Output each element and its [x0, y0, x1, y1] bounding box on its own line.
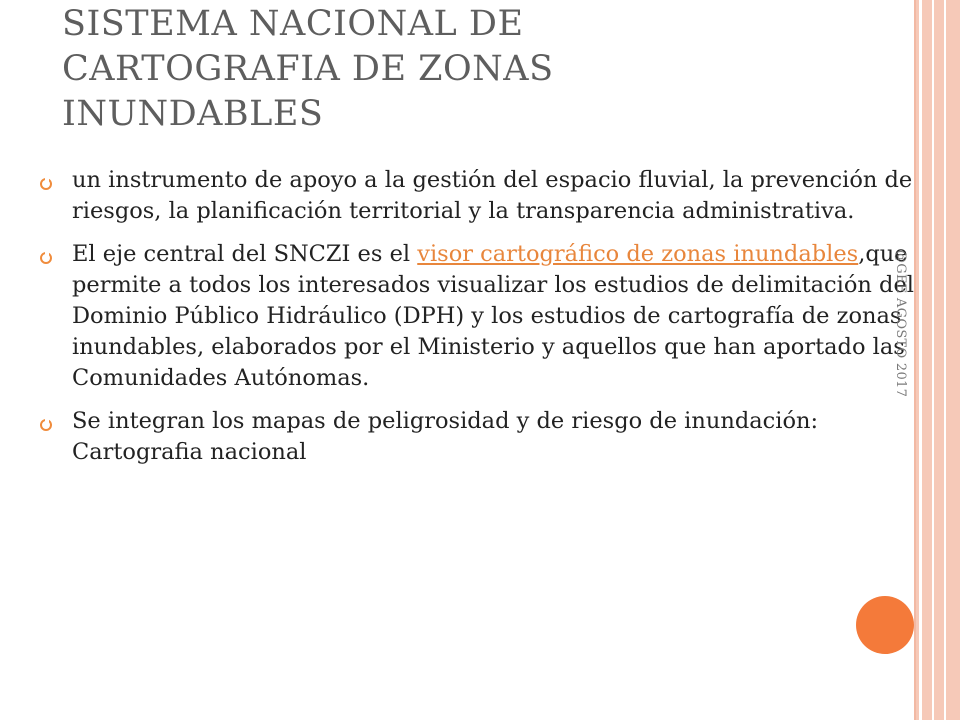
slide-title — [62, 2, 862, 137]
decorative-circle — [856, 596, 914, 654]
bullet-text: un instrumento de apoyo a la gestión del espacio fluvial, la prevención de riesgos, la planificación territorial y la transparencia administrativa. — [72, 167, 913, 224]
bullet-item — [40, 165, 920, 227]
title-line-1: SISTEMA NACIONAL DE — [62, 4, 524, 44]
title-line-2: CARTOGRAFIA DE ZONAS — [62, 49, 554, 89]
right-frame-band — [916, 0, 960, 720]
bullet-item — [40, 239, 920, 394]
circle-bullet-icon — [40, 419, 52, 431]
frame-stripe — [944, 0, 946, 720]
bullet-text-post: ,que permite a todos los interesados visualizar los estudios de delimitación del Dominio Público Hidráulico (DPH) y los estudios de cartografía de zonas inundables, elaborados por el Ministerio y aquellos que han aportado las Comunidades Autónomas. — [72, 241, 914, 391]
bullet-text-pre: El eje central del SNCZI es el — [72, 241, 418, 267]
bullet-item — [40, 406, 920, 468]
footer-credit: @GEE AGOSTO 2017 — [893, 250, 908, 398]
bullet-text: Se integran los mapas de peligrosidad y de riesgo de inundación: Cartografia nacional — [72, 408, 819, 465]
circle-bullet-icon — [40, 178, 52, 190]
visor-cartografico-link[interactable]: visor cartográfico de zonas inundables — [417, 241, 859, 267]
bullet-list — [40, 165, 920, 480]
title-line-3: INUNDABLES — [62, 94, 324, 134]
frame-stripe — [932, 0, 934, 720]
circle-bullet-icon — [40, 252, 52, 264]
